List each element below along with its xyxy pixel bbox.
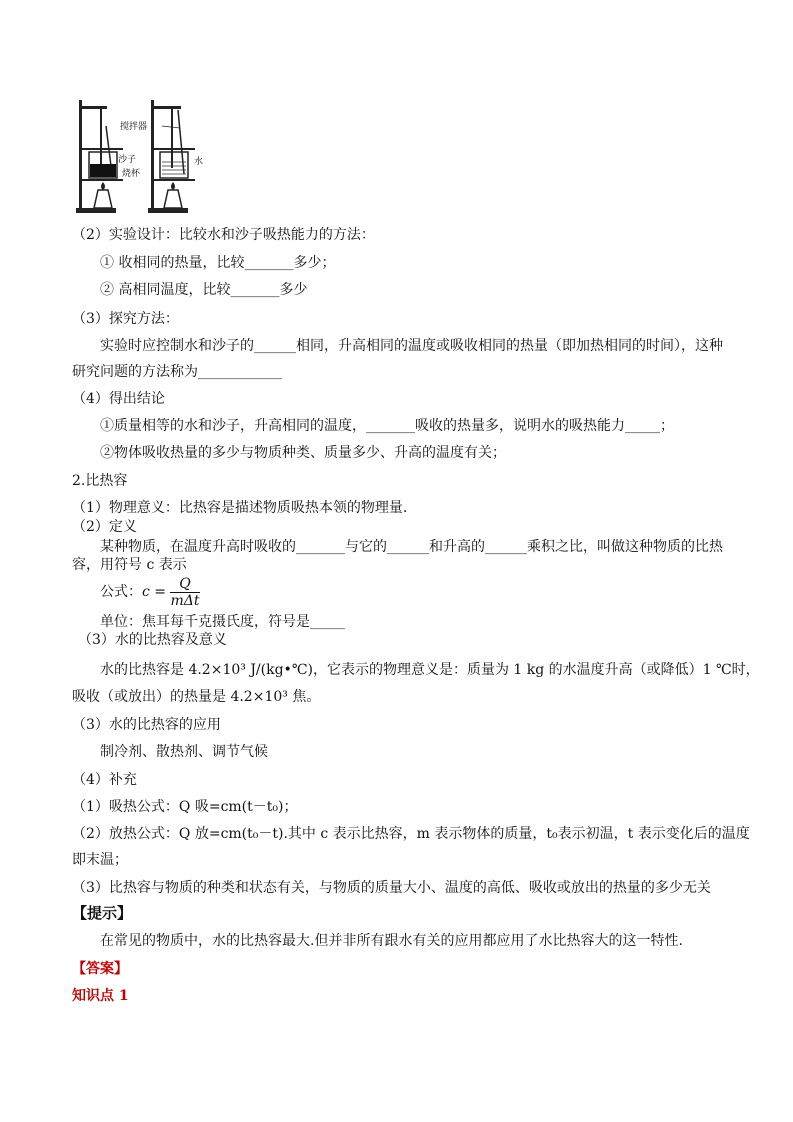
knowledge-point-title: 知识点 1 [72, 988, 129, 1004]
specific-heat-definition-2: 容，用符号 c 表示 [72, 557, 187, 573]
answer-title: 【答案】 [72, 961, 128, 977]
supplement-title: （4）补充 [72, 772, 137, 788]
right-stirrer [178, 110, 184, 174]
tip-title: 【提示】 [72, 904, 133, 922]
water-specific-heat-2: 吸收（或放出）的热量是 4.2×10³ 焦。 [72, 689, 321, 705]
method-text-1: 实验时应控制水和沙子的______相同，升高相同的温度或吸收相同的热量（即加热相同的时间），这种 [100, 338, 723, 354]
right-gauze [151, 179, 195, 181]
left-stand-rod [79, 100, 82, 210]
label-sand: 沙子 [118, 155, 137, 165]
water-specific-heat-1: 水的比热容是 4.2×10³ J/(kg•℃)，它表示的物理意义是：质量为 1 kg 的水温度升高（或降低）1 ℃时， [100, 662, 760, 678]
supplement-2: （2）放热公式：Q 放=cm(t₀－t).其中 c 表示比热容，m 表示物体的质量，t₀表示初温，t 表示变化后的温度 [72, 826, 750, 842]
method-text-2: 研究问题的方法称为____________ [72, 364, 282, 380]
specific-heat-title: 2.比热容 [72, 473, 128, 489]
design-item-1: ① 收相同的热量，比较_______多少； [100, 255, 336, 271]
left-flame [101, 182, 105, 190]
supplement-3: 即末温； [72, 852, 128, 868]
supplement-1: （1）吸热公式：Q 吸=cm(t－t₀)； [72, 799, 298, 815]
method-title: （3）探究方法： [72, 311, 179, 327]
label-beaker: 烧杯 [122, 169, 141, 179]
left-sand [90, 164, 116, 177]
conclusion-2: ②物体吸收热量的多少与物质种类、质量多少、升高的温度有关； [100, 445, 506, 461]
formula-denominator: mΔt [170, 592, 200, 609]
conclusion-title: （4）得出结论 [72, 391, 165, 407]
right-flame [171, 182, 175, 190]
right-stand-rod [151, 100, 154, 210]
water-specific-heat-title: （3）水的比热容及意义 [78, 632, 227, 648]
right-ring [151, 148, 195, 150]
formula-fraction [170, 576, 199, 609]
tip-text: 在常见的物质中，水的比热容最大.但并非所有跟水有关的应用都应用了水比热容大的这一特性. [100, 933, 683, 949]
design-item-2: ② 高相同温度，比较_______多少 [100, 282, 308, 298]
specific-heat-meaning: （1）物理意义：比热容是描述物质吸热本领的物理量. [72, 500, 408, 516]
formula-lhs: c = [142, 584, 167, 600]
right-burner [164, 190, 182, 208]
left-ring [79, 148, 123, 150]
label-stirrer: 搅拌器 [120, 122, 148, 132]
left-gauze [79, 179, 123, 181]
design-title: （2）实验设计：比较水和沙子吸热能力的方法： [72, 227, 375, 243]
unit-line: 单位：焦耳每千克摄氏度，符号是_____ [100, 614, 345, 630]
label-water: 水 [194, 157, 204, 167]
specific-heat-definition-1: 某种物质，在温度升高时吸收的_______与它的______和升高的______乘积之比，叫做这种物质的比热 [100, 539, 723, 555]
application-title: （3）水的比热容的应用 [72, 717, 221, 733]
application-text: 制冷剂、散热剂、调节气候 [100, 744, 268, 760]
experiment-apparatus-figure [72, 96, 212, 216]
specific-heat-definition-title: （2）定义 [72, 519, 137, 535]
formula-label: 公式： [100, 584, 142, 600]
supplement-4: （3）比热容与物质的种类和状态有关，与物质的质量大小、温度的高低、吸收或放出的热量的多少无关 [72, 880, 711, 896]
formula-line [100, 574, 200, 614]
right-clamp [151, 106, 181, 109]
conclusion-1: ①质量相等的水和沙子，升高相同的温度，_______吸收的热量多，说明水的吸热能力_____； [100, 418, 674, 434]
left-burner [94, 190, 112, 208]
formula-numerator: Q [170, 576, 199, 593]
left-clamp [79, 106, 107, 109]
